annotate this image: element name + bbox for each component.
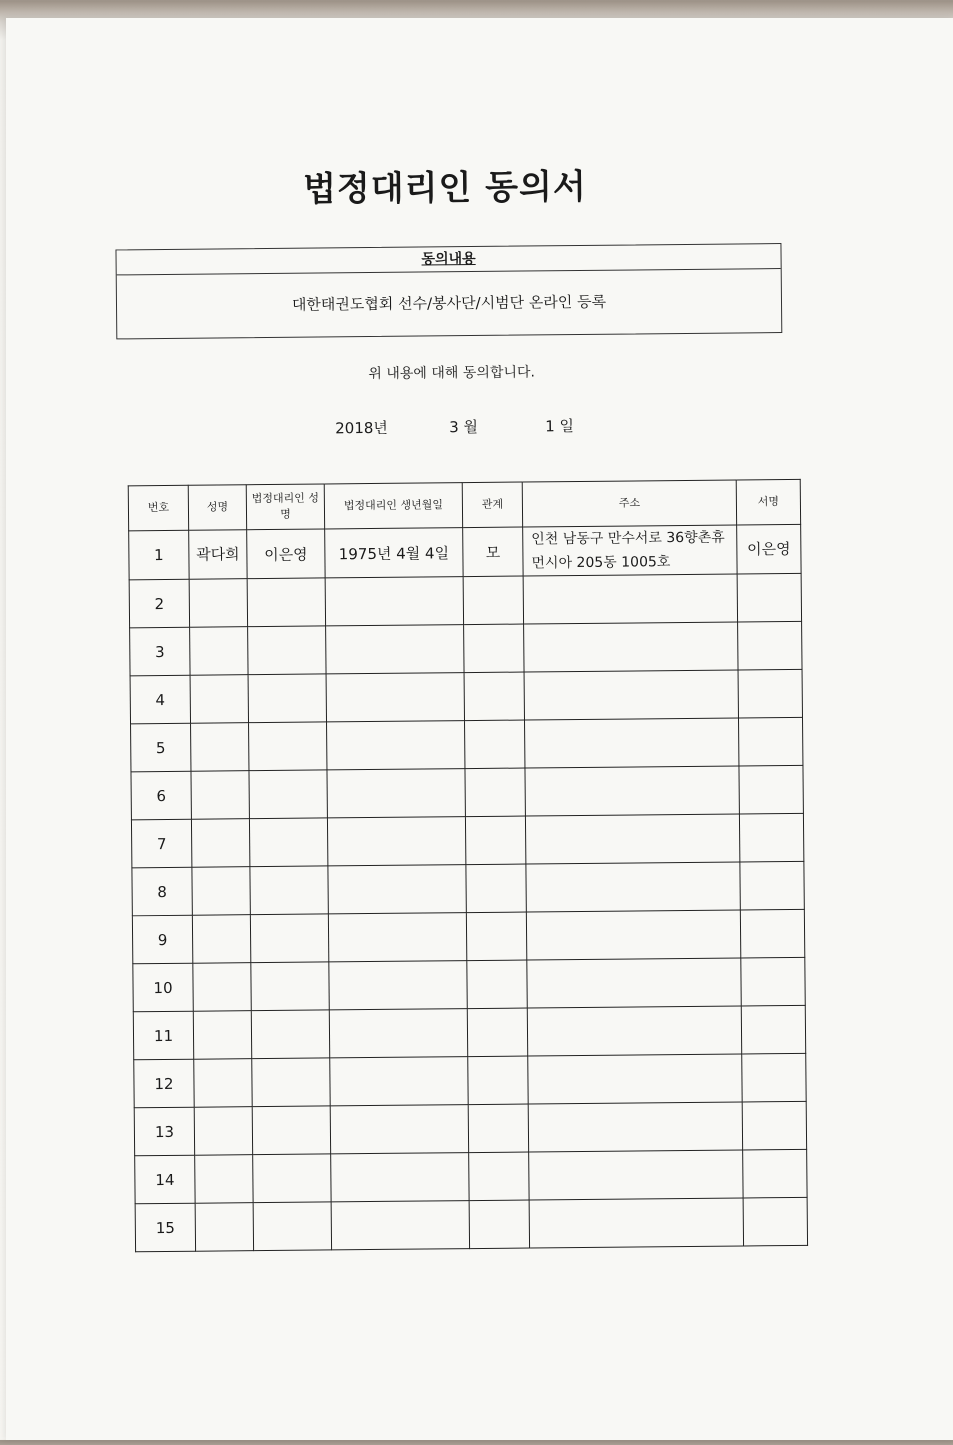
guardian-birth-cell — [330, 1105, 468, 1154]
row-number: 14 — [135, 1155, 195, 1204]
guardian-birth-cell — [328, 913, 466, 962]
header-guardian-name: 법정대리인 성명 — [246, 484, 324, 530]
relation-cell — [464, 672, 524, 721]
relation-cell — [468, 1104, 528, 1153]
signature-cell — [742, 1101, 806, 1150]
header-signature: 서명 — [736, 479, 800, 525]
address-cell — [529, 1198, 743, 1248]
row-number: 1 — [129, 530, 189, 580]
student-name-cell — [191, 819, 249, 868]
address-cell — [527, 958, 741, 1008]
row-number: 3 — [130, 627, 190, 676]
guardian-name-cell: 이은영 — [247, 529, 325, 579]
relation-cell — [465, 720, 525, 769]
row-number: 7 — [131, 819, 191, 868]
relation-cell — [467, 960, 527, 1009]
consent-content-header-label: 동의내용 — [421, 250, 476, 268]
signature-cell — [738, 669, 802, 718]
row-number: 8 — [132, 867, 192, 916]
student-name-cell — [192, 867, 250, 916]
table-row — [132, 861, 804, 915]
row-number: 13 — [134, 1107, 194, 1156]
table-row — [135, 1197, 807, 1251]
guardian-name-cell — [248, 626, 326, 675]
header-name: 성명 — [188, 485, 246, 531]
signature-cell — [739, 765, 803, 814]
guardian-birth-cell — [326, 625, 464, 674]
guardian-name-cell — [251, 962, 329, 1011]
date-month: 3 월 — [449, 417, 479, 437]
consent-content-text: 대한태권도협회 선수/봉사단/시범단 온라인 등록 — [291, 292, 607, 314]
student-name-cell: 곽다희 — [189, 530, 247, 580]
guardian-name-cell — [250, 866, 328, 915]
document-title: 법정대리인 동의서 — [302, 166, 587, 210]
guardian-name-cell — [249, 770, 327, 819]
signature-cell — [740, 909, 804, 958]
relation-cell — [469, 1152, 529, 1201]
address-cell: 인천 남동구 만수서로 36향촌휴먼시아 205동 1005호 — [523, 525, 737, 576]
guardian-name-cell — [252, 1058, 330, 1107]
relation-cell — [465, 816, 525, 865]
date-year: 2018년 — [335, 418, 388, 438]
guardian-birth-cell — [329, 961, 467, 1010]
signature-cell: 이은영 — [737, 524, 801, 574]
guardian-name-cell — [249, 722, 327, 771]
relation-cell — [464, 624, 524, 673]
guardian-birth-cell — [327, 769, 465, 818]
address-cell — [524, 670, 738, 720]
row-number: 2 — [129, 579, 189, 628]
table-row — [131, 717, 803, 771]
guardian-birth-cell — [325, 577, 463, 626]
header-address: 주소 — [522, 480, 736, 527]
student-name-cell — [190, 627, 248, 676]
student-name-cell — [189, 579, 247, 628]
table-row — [131, 765, 803, 819]
table-row — [132, 909, 804, 963]
table-row — [129, 524, 801, 579]
student-name-cell — [195, 1155, 253, 1204]
guardian-birth-cell — [328, 865, 466, 914]
address-cell — [526, 910, 740, 960]
table-row — [135, 1149, 807, 1203]
guardian-name-cell — [248, 674, 326, 723]
guardian-birth-cell — [330, 1057, 468, 1106]
signature-cell — [739, 813, 803, 862]
signature-cell — [741, 957, 805, 1006]
table-row — [130, 669, 802, 723]
table-row — [131, 813, 803, 867]
address-cell — [527, 1006, 741, 1056]
guardian-name-cell — [253, 1154, 331, 1203]
signature-cell — [740, 861, 804, 910]
guardian-name-cell — [252, 1106, 330, 1155]
signature-cell — [743, 1197, 807, 1246]
student-name-cell — [194, 1107, 252, 1156]
table-row — [133, 957, 805, 1011]
signature-cell — [738, 621, 802, 670]
student-name-cell — [193, 963, 251, 1012]
date-line — [0, 411, 950, 442]
address-cell — [525, 718, 739, 768]
address-cell — [525, 766, 739, 816]
header-number: 번호 — [128, 485, 188, 531]
student-name-cell — [195, 1203, 253, 1252]
signature-cell — [743, 1149, 807, 1198]
guardian-name-cell — [253, 1202, 331, 1251]
table-header-row — [128, 479, 800, 530]
student-name-cell — [191, 771, 249, 820]
guardian-table — [128, 479, 808, 1252]
guardian-name-cell — [249, 818, 327, 867]
address-cell — [528, 1102, 742, 1152]
relation-cell — [465, 768, 525, 817]
row-number: 6 — [131, 771, 191, 820]
address-cell — [529, 1150, 743, 1200]
relation-cell — [466, 912, 526, 961]
header-guardian-birth: 법정대리인 생년월일 — [324, 483, 462, 529]
guardian-birth-cell — [331, 1153, 469, 1202]
guardian-name-cell — [247, 578, 325, 627]
address-cell — [525, 814, 739, 864]
signature-cell — [737, 573, 801, 622]
address-cell — [528, 1054, 742, 1104]
row-number: 5 — [131, 723, 191, 772]
guardian-name-cell — [251, 1010, 329, 1059]
date-day: 1 일 — [545, 417, 575, 436]
address-cell — [526, 862, 740, 912]
student-name-cell — [191, 723, 249, 772]
guardian-name-cell — [250, 914, 328, 963]
signature-cell — [741, 1005, 805, 1054]
address-cell — [524, 622, 738, 672]
relation-cell — [463, 576, 523, 625]
table-row — [129, 573, 801, 627]
table-row — [133, 1005, 805, 1059]
guardian-birth-cell — [327, 721, 465, 770]
student-name-cell — [193, 1011, 251, 1060]
agreement-statement: 위 내용에 대해 동의합니다. — [368, 364, 536, 383]
row-number: 10 — [133, 963, 193, 1012]
header-relation: 관계 — [462, 482, 522, 528]
student-name-cell — [194, 1059, 252, 1108]
guardian-birth-cell — [326, 673, 464, 722]
relation-cell — [467, 1008, 527, 1057]
guardian-birth-cell — [329, 1009, 467, 1058]
row-number: 15 — [135, 1203, 195, 1252]
relation-cell — [469, 1200, 529, 1249]
row-number: 11 — [133, 1011, 193, 1060]
signature-cell — [742, 1053, 806, 1102]
relation-cell: 모 — [463, 527, 523, 577]
consent-content-box — [115, 243, 782, 339]
row-number: 12 — [134, 1059, 194, 1108]
table-row — [134, 1101, 806, 1155]
relation-cell — [468, 1056, 528, 1105]
student-name-cell — [192, 915, 250, 964]
guardian-birth-cell — [331, 1201, 469, 1250]
row-number: 4 — [130, 675, 190, 724]
relation-cell — [466, 864, 526, 913]
guardian-birth-cell — [327, 817, 465, 866]
guardian-birth-cell: 1975년 4월 4일 — [325, 528, 463, 578]
table-row — [134, 1053, 806, 1107]
row-number: 9 — [132, 915, 192, 964]
signature-cell — [738, 717, 802, 766]
student-name-cell — [190, 675, 248, 724]
address-cell — [523, 574, 737, 624]
table-row — [130, 621, 802, 675]
